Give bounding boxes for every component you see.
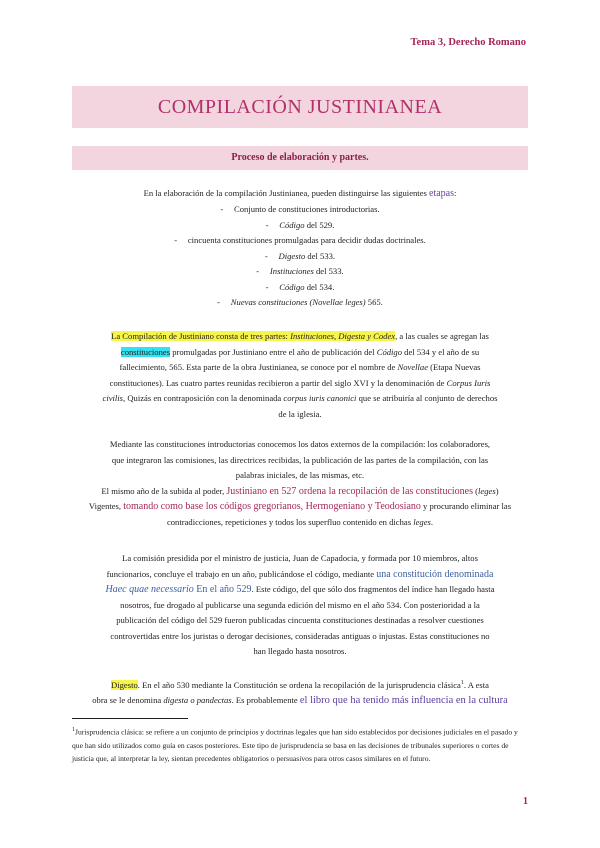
list-item: - Instituciones del 533.	[256, 266, 344, 276]
page-title: COMPILACIÓN JUSTINIANEA	[157, 96, 443, 118]
paragraph-parts: La Compilación de Justiniano consta de tres partes: Instituciones, Digesta y Codex, a las cuales se agregan las constituciones promulgadas por Justiniano entre el año de publicación del Código del 534 y el año de su fallecimiento, 565. Esta parte de la obra Justinianea, se conoce por el nombre de Novellae (Etapa Nuevas constituciones). Las cuatro partes reunidas recibieron a partir del siglo XVI y la denominación de Corpus Iuris civilis, Quizás en contraposición con la denominada corpus iuris canonici que se atribuiría al conjunto de derechos de la iglesia.	[102, 331, 498, 419]
highlight-haec: Haec quae necessario En el año 529	[105, 584, 252, 595]
footnote: $^1$Jurisprudencia clásica: se refiere a un conjunto de principios y doctrinas legales que han sido establecidos por decisiones judiciales en el pasado y que han sido utilizados como guía en casos posteriores. Este tipo de jurisprudencia se basa en las decisiones de tribunales superiores o cortes de justicia que, al interpretar la ley, sientan precedentes obligatorios o persuasivos para otros casos similares en el futuro.	[72, 727, 518, 763]
title-banner	[72, 86, 528, 128]
list-item: - Código del 534.	[265, 281, 335, 292]
stages-highlight: etapas	[429, 188, 455, 199]
intro-paragraph: En la elaboración de la compilación Justinianea, pueden distinguirse las siguientes etapas:	[143, 188, 457, 199]
running-header: Tema 3, Derecho Romano	[410, 37, 526, 48]
highlight-parts: La Compilación de Justiniano consta de tres partes: Instituciones, Digesta y Codex	[111, 331, 396, 341]
paragraph-introductory: Mediante las constituciones introductorias conocemos los datos externos de la compilación: los colaboradores, que integraron las comisiones, las directrices recibidas, la publicación de las partes de la compilación, con las palabras iniciales, de las mismas, etc. El mismo año de la subida al poder, Justiniano en 527 ordena la recopilación de las constituciones (leges) Vigentes, tomando como base los códigos gregorianos, Hermogeniano y Teodosiano y procurando eliminar las contradicciones, repeticiones y todos los superfluo contenido en dichas leges.	[88, 439, 512, 527]
highlight-influencia: el libro que ha tenido más influencia en la cultura	[299, 695, 508, 707]
highlight-codigos: tomando como base los códigos gregorianos, Hermogeniano y Teodosiano	[123, 501, 421, 512]
stages-list	[72, 202, 528, 311]
paragraph-digesto: Digesto. En el año 530 mediante la Constitución se ordena la recopilación de la jurisprudencia clásica$^1$. A esta obra se le denomina digesta o pandectas. Es probablemente el libro que ha tenido más influencia en la cultura	[92, 679, 508, 707]
paragraph-commission: La comisión presidida por el ministro de justicia, Juan de Capadocia, y formada por 10 miembros, altos funcionarios, concluye el trabajo en un año, publicándose el código, mediante una constitución denominada Haec quae necessario En el año 529. Este código, del que sólo dos fragmentos del índice han llegado hasta nosotros, fue drogado al publicarse una segunda edición del mismo en el año 534. Con posterioridad a la publicación del código del 529 fueron publicadas cincuenta constituciones destinadas a resolver cuestiones controvertidas entre los juristas o derogar decisiones, consideradas antiguas o injustas. Estas constituciones no han llegado hasta nosotros.	[105, 553, 495, 656]
highlight-constituciones: constituciones	[120, 346, 171, 357]
highlight-constitucion: una constitución denominada	[376, 568, 494, 580]
list-item: - Código del 529.	[265, 219, 335, 230]
highlight-justiniano-527: Justiniano en 527 ordena la recopilación de las constituciones	[226, 485, 473, 497]
list-item: - Nuevas constituciones (Novellae leges) 565.	[217, 297, 383, 307]
section-subtitle: Proceso de elaboración y partes.	[231, 152, 369, 163]
highlight-digesto: Digesto	[111, 679, 138, 690]
list-item: - Digesto del 533.	[264, 250, 336, 261]
footnote-divider	[72, 718, 188, 719]
page-number: 1	[523, 796, 528, 807]
subtitle-banner	[72, 146, 528, 170]
list-item: - cincuenta constituciones promulgadas para decidir dudas doctrinales.	[174, 235, 426, 245]
list-item: - Conjunto de constituciones introductorias.	[220, 204, 380, 214]
